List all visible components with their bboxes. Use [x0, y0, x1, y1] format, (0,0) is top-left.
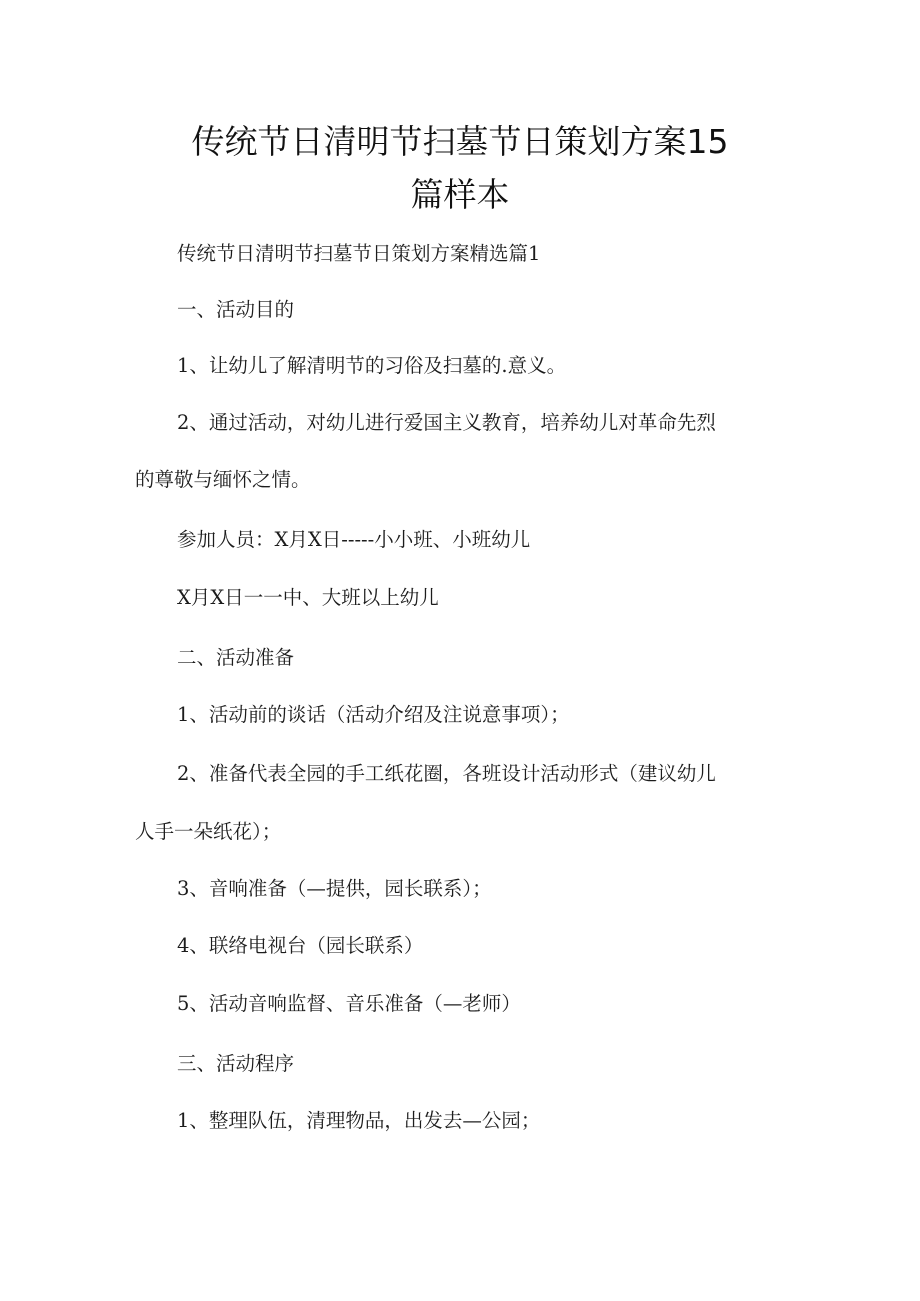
paragraph: 5、活动音响监督、音乐准备（—老师）: [177, 992, 521, 1015]
paragraph: 2、准备代表全园的手工纸花圈，各班设计活动形式（建议幼儿: [177, 762, 716, 785]
paragraph: 3、音响准备（—提供，园长联系）；: [177, 877, 492, 900]
heading-activity-preparation: 二、活动准备: [177, 646, 295, 669]
paragraph: 1、活动前的谈话（活动介绍及注说意事项）；: [177, 703, 570, 726]
paragraph: 1、让幼儿了解清明节的习俗及扫墓的.意义。: [177, 354, 567, 377]
paragraph: 2、通过活动，对幼儿进行爱国主义教育，培养幼儿对革命先烈: [177, 411, 716, 434]
paragraph: 1、整理队伍，清理物品，出发去—公园；: [177, 1109, 541, 1132]
section-heading: 传统节日清明节扫墓节日策划方案精选篇1: [177, 242, 541, 265]
heading-activity-procedure: 三、活动程序: [177, 1052, 295, 1075]
document-title-line-2: 篇样本: [410, 175, 510, 214]
paragraph-continuation: 人手一朵纸花）；: [135, 820, 282, 843]
paragraph: 4、联络电视台（园长联系）: [177, 934, 424, 957]
paragraph-participants: 参加人员：X月X日-----小小班、小班幼儿: [177, 528, 531, 551]
paragraph-participants-2: X月X日一一中、大班以上幼儿: [177, 586, 439, 609]
document-title-line-1: 传统节日清明节扫墓节日策划方案15: [191, 122, 729, 161]
heading-activity-purpose: 一、活动目的: [177, 298, 295, 321]
paragraph-continuation: 的尊敬与缅怀之情。: [135, 468, 311, 491]
